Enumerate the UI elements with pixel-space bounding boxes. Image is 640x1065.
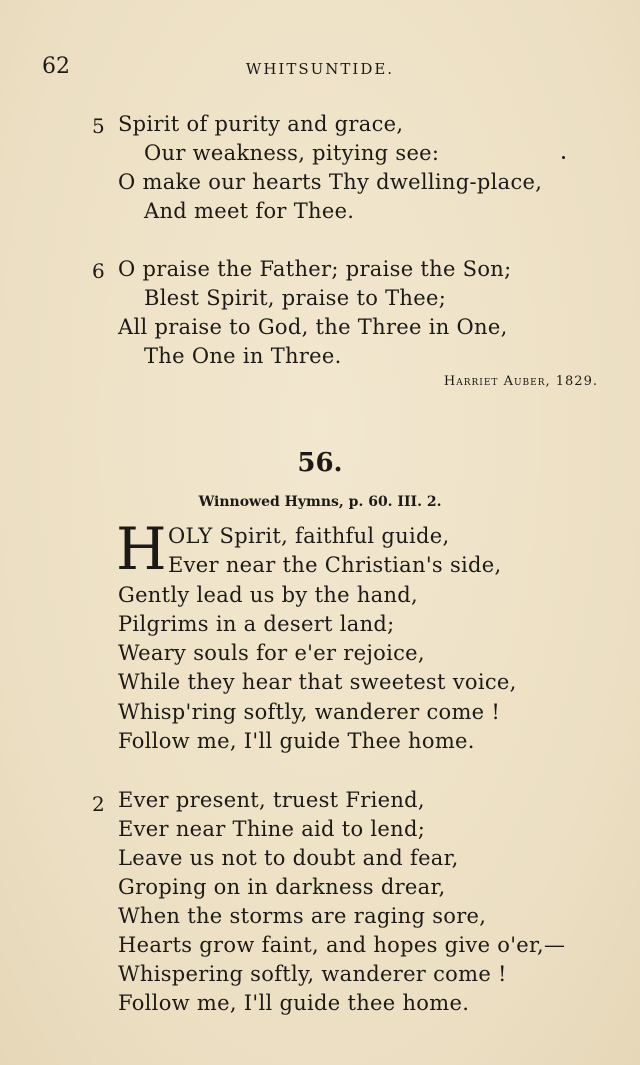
verse-line: Blest Spirit, praise to Thee; [144, 286, 447, 310]
verse-line: O make our hearts Thy dwelling-place, [118, 170, 543, 194]
verse-line: Whisp'ring softly, wanderer come ! [118, 700, 501, 724]
verse-line: Leave us not to doubt and fear, [118, 846, 459, 870]
hymn-source: Winnowed Hymns, p. 60. III. 2. [198, 494, 442, 510]
verse-line: Ever near Thine aid to lend; [118, 817, 426, 841]
verse-number: 5 [92, 114, 105, 138]
verse-number: 2 [92, 792, 105, 816]
page-number: 62 [42, 54, 70, 79]
verse-line: Groping on in darkness drear, [118, 875, 446, 899]
hymn-attribution: Harriet Auber, 1829. [443, 374, 598, 389]
verse-line: Follow me, I'll guide thee home. [118, 991, 470, 1015]
verse-line: Weary souls for e'er rejoice, [118, 641, 425, 665]
verse-line: When the storms are raging sore, [118, 904, 487, 928]
verse-line: O praise the Father; praise the Son; [118, 257, 512, 281]
running-title: WHITSUNTIDE. [245, 60, 395, 78]
verse-line: Hearts grow faint, and hopes give o'er,— [118, 933, 566, 957]
ink-speck [562, 156, 565, 159]
hymn-number: 56. [297, 448, 343, 478]
verse-line: Gently lead us by the hand, [118, 583, 419, 607]
drop-cap: H [116, 515, 167, 583]
verse-line: OLY Spirit, faithful guide, [168, 524, 450, 548]
verse-number: 6 [92, 259, 105, 283]
verse-line: Ever present, truest Friend, [118, 788, 425, 812]
verse-line: Spirit of purity and grace, [118, 112, 404, 136]
verse-line: Ever near the Christian's side, [168, 553, 502, 577]
verse-line: Our weakness, pitying see: [144, 141, 440, 165]
verse-line: The One in Three. [144, 344, 342, 368]
verse-line: While they hear that sweetest voice, [118, 670, 517, 694]
verse-line: Follow me, I'll guide Thee home. [118, 729, 475, 753]
verse-line: Pilgrims in a desert land; [118, 612, 395, 636]
verse-line: Whispering softly, wanderer come ! [118, 962, 507, 986]
verse-line: All praise to God, the Three in One, [118, 315, 508, 339]
verse-line: And meet for Thee. [144, 199, 355, 223]
